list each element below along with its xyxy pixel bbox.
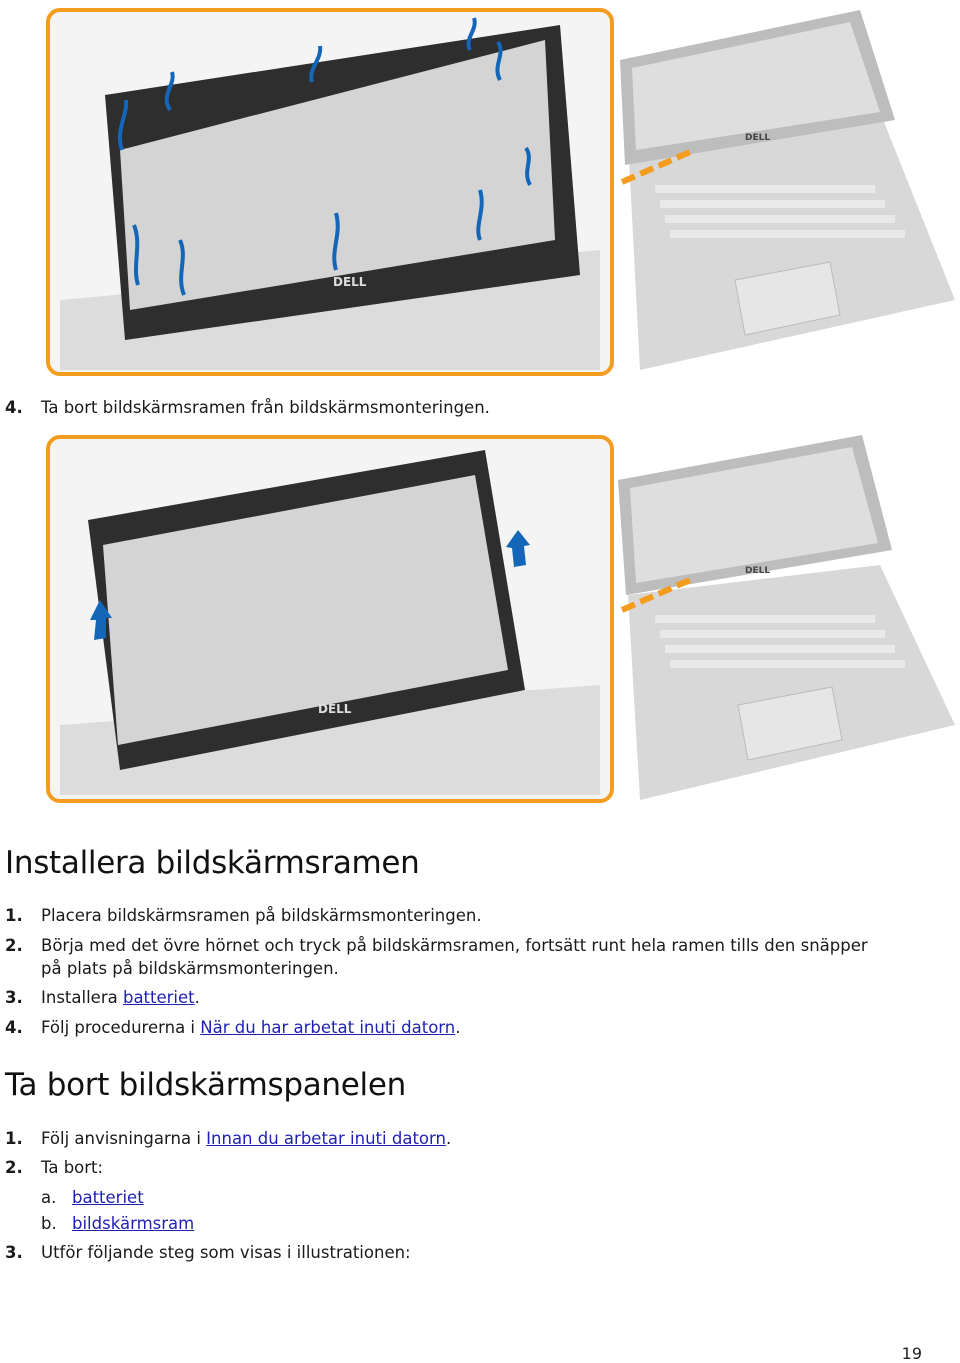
step-number: 1. (5, 1129, 23, 1148)
reference-laptop-image (620, 10, 955, 370)
reference-laptop-image (618, 435, 955, 800)
dell-logo: DELL (333, 275, 367, 289)
step-text-suffix: . (194, 988, 200, 1007)
battery-link[interactable]: batteriet (122, 988, 195, 1007)
step-number: 1. (5, 906, 23, 925)
section-title-remove: Ta bort bildskärmspanelen (5, 1067, 406, 1103)
dell-logo: DELL (745, 133, 771, 143)
after-working-link[interactable]: När du har arbetat inuti datorn (200, 1018, 456, 1037)
page-number: 19 (901, 1344, 922, 1363)
step-number: 4. (5, 398, 23, 417)
bezel-removal-illustration (0, 0, 960, 380)
step-text-prefix: Följ anvisningarna i (41, 1129, 207, 1148)
step-text-prefix: Installera (41, 988, 123, 1007)
section-title-install: Installera bildskärmsramen (5, 845, 420, 881)
step-text-line1: Börja med det övre hörnet och tryck på bildskärmsramen, fortsätt runt hela ramen tills den snäpper (41, 936, 868, 955)
step-number: 3. (5, 988, 23, 1007)
bezel-removed-illustration (0, 425, 960, 810)
illustration-svg (0, 425, 960, 810)
substep-letter: a. (41, 1188, 57, 1207)
step-text-suffix: . (445, 1129, 452, 1148)
step-number: 3. (5, 1243, 23, 1262)
display-bezel-link[interactable]: bildskärmsram (72, 1214, 195, 1233)
step-text-prefix: Följ procedurerna i (41, 1018, 201, 1037)
step-text: Ta bort bildskärmsramen från bildskärmsmonteringen. (41, 398, 490, 417)
substep-letter: b. (41, 1214, 57, 1233)
dell-logo: DELL (745, 566, 771, 576)
step-text: Placera bildskärmsramen på bildskärmsmonteringen. (41, 906, 482, 925)
step-text: Utför följande steg som visas i illustrationen: (41, 1243, 411, 1262)
step-text: Ta bort: (41, 1158, 104, 1177)
before-working-link[interactable]: Innan du arbetar inuti datorn (206, 1129, 446, 1148)
step-number: 4. (5, 1018, 23, 1037)
battery-link[interactable]: batteriet (72, 1188, 144, 1207)
step-number: 2. (5, 936, 23, 955)
illustration-svg (0, 0, 960, 380)
step-text-suffix: . (455, 1018, 461, 1037)
step-text-line2: på plats på bildskärmsmonteringen. (41, 959, 339, 978)
dell-logo: DELL (318, 702, 352, 716)
step-number: 2. (5, 1158, 23, 1177)
